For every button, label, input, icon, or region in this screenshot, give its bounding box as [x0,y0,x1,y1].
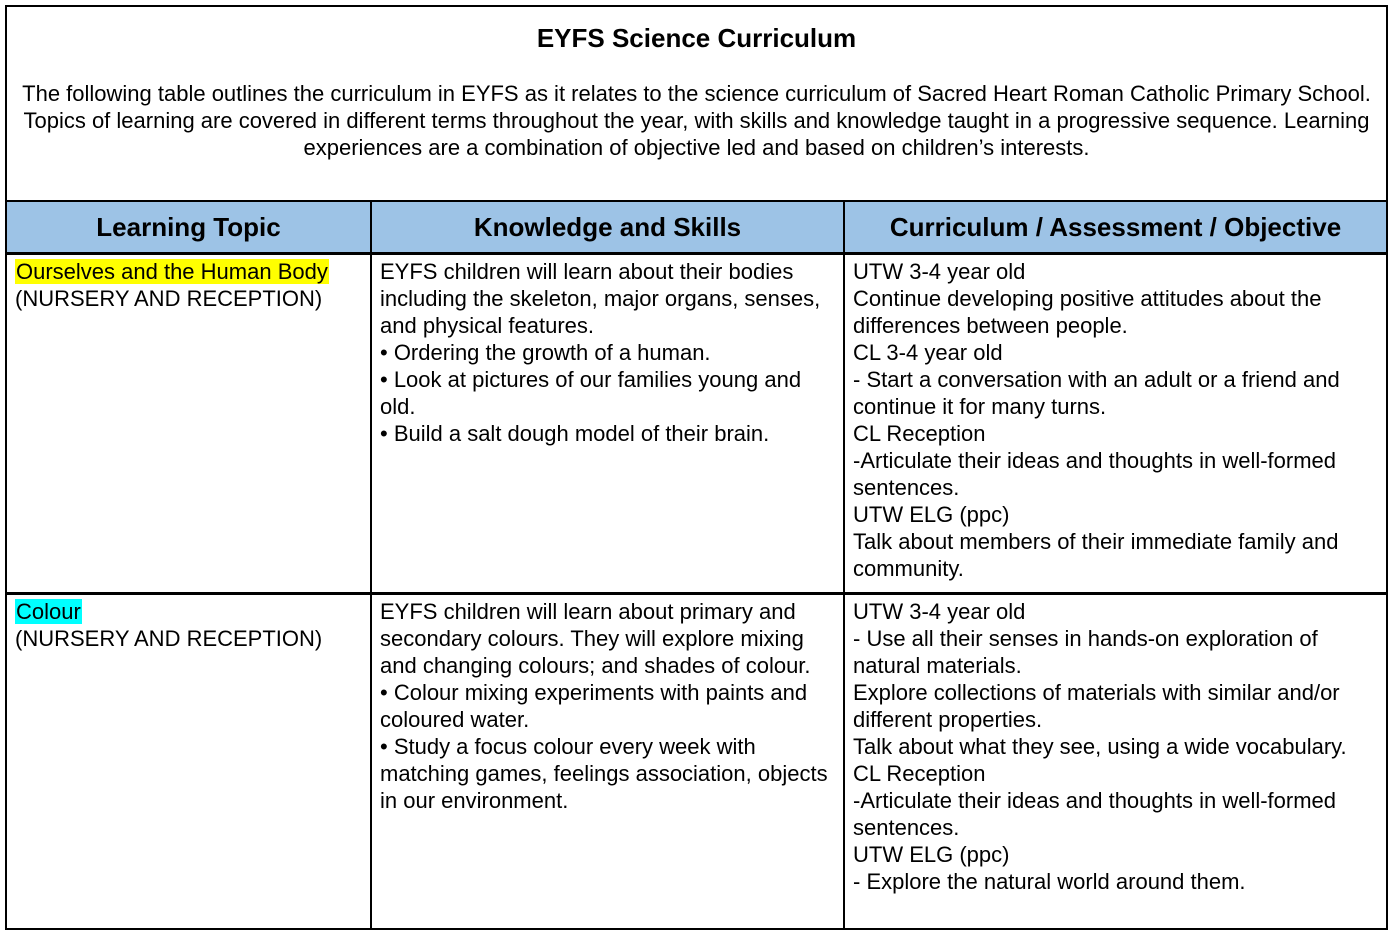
objective-line: Explore collections of materials with similar and/or different properties. [853,680,1340,732]
objective-line: -Articulate their ideas and thoughts in well-formed sentences. [853,788,1337,840]
intro-section [7,7,1386,200]
topic-name: Ourselves and the Human Body [16,259,328,284]
objective-line: UTW ELG (ppc) [853,502,1010,527]
knowledge-line: • Look at pictures of our families young and old. [380,367,802,419]
objective-line: Talk about members of their immediate family and community. [853,529,1339,581]
knowledge-line: EYFS children will learn about their bodies including the skeleton, major organs, senses, and physical features. [380,259,821,338]
knowledge-line: • Study a focus colour every week with matching games, feelings association, objects in our environment. [380,734,828,813]
header-learning-topic: Learning Topic [7,201,371,254]
objective-line: UTW 3-4 year old [853,599,1026,624]
objective-line: CL Reception [853,761,986,786]
objective-line: Continue developing positive attitudes about the differences between people. [853,286,1322,338]
objective-line: CL 3-4 year old [853,340,1003,365]
objective-line: CL Reception [853,421,986,446]
knowledge-line: • Ordering the growth of a human. [380,340,711,365]
table-row [7,594,1386,929]
curriculum-table [7,200,1386,928]
objective-cell [844,254,1386,594]
topic-group: (NURSERY AND RECEPTION) [15,626,323,651]
topic-group: (NURSERY AND RECEPTION) [15,286,323,311]
knowledge-cell [371,594,844,929]
knowledge-line: • Colour mixing experiments with paints and coloured water. [380,680,808,732]
objective-line: Talk about what they see, using a wide vocabulary. [853,734,1347,759]
topic-cell [7,254,371,594]
header-knowledge-skills: Knowledge and Skills [371,201,844,254]
knowledge-line: EYFS children will learn about primary and secondary colours. They will explore mixing and changing colours; and shades of colour. [380,599,811,678]
knowledge-line: • Build a salt dough model of their brain. [380,421,770,446]
objective-line: -Articulate their ideas and thoughts in well-formed sentences. [853,448,1337,500]
header-curriculum-objective: Curriculum / Assessment / Objective [844,201,1386,254]
objective-line: UTW ELG (ppc) [853,842,1010,867]
objective-line: - Use all their senses in hands-on exploration of natural materials. [853,626,1318,678]
knowledge-cell [371,254,844,594]
topic-cell [7,594,371,929]
intro-paragraph: The following table outlines the curriculum in EYFS as it relates to the science curriculum of Sacred Heart Roman Catholic Primary School. Topics of learning are covered in different terms throughout the year, with skills and knowledge taught in a progressive sequence. Learning experiences are a combination of objective led and based on children’s interests. [22,81,1371,160]
objective-line: - Explore the natural world around them. [853,869,1246,894]
page-title: EYFS Science Curriculum [536,23,857,53]
table-header-row [7,201,1386,254]
objective-line: - Start a conversation with an adult or a friend and continue it for many turns. [853,367,1340,419]
objective-cell [844,594,1386,929]
table-row [7,254,1386,594]
document-frame [5,5,1388,930]
topic-name: Colour [16,599,81,624]
objective-line: UTW 3-4 year old [853,259,1026,284]
